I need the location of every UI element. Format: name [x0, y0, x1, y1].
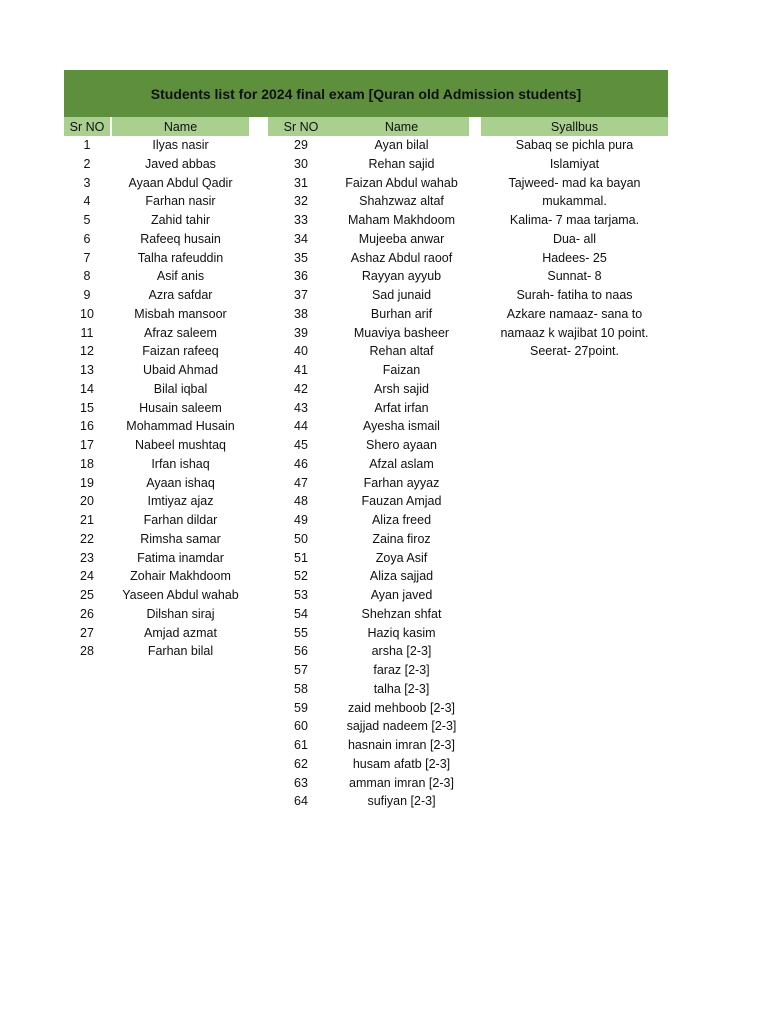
right-name-cell: Ayesha ismail	[363, 419, 440, 434]
right-sr-no-cell: 40	[294, 344, 308, 359]
right-name-cell: Aliza freed	[371, 513, 432, 527]
right-name-cell: arsha [2-3]	[371, 644, 432, 659]
left-name-cell: Husain saleem	[139, 400, 222, 415]
right-sr-no-cell: 56	[294, 644, 308, 659]
right-name-cell: Zoya Asif	[375, 550, 428, 565]
right-sr-no-cell: 58	[294, 681, 308, 696]
right-sr-no-cell: 38	[294, 306, 308, 321]
left-sr-no-cell: 1	[83, 138, 91, 152]
right-sr-no-cell: 43	[294, 400, 308, 415]
left-name-cell: Talha rafeuddin	[137, 250, 224, 265]
left-sr-no-cell: 10	[80, 306, 94, 321]
right-sr-no-cell: 62	[294, 756, 308, 771]
right-sr-no-cell: 51	[294, 550, 308, 565]
right-name-cell: Afzal aslam	[369, 456, 434, 471]
right-sr-no-cell: 54	[294, 606, 308, 621]
right-sr-no-cell: 64	[294, 794, 308, 809]
left-name-cell: Irfan ishaq	[151, 456, 210, 471]
left-sr-no-cell: 19	[80, 475, 94, 490]
right-sr-no-cell: 36	[294, 269, 308, 284]
left-name-cell: Afraz saleem	[144, 325, 217, 340]
left-sr-no-cell: 15	[80, 400, 94, 415]
left-name-column	[112, 136, 249, 661]
left-name-cell: Zohair Makhdoom	[130, 569, 231, 584]
left-sr-no-cell: 28	[80, 644, 94, 659]
left-name-cell: Farhan dildar	[143, 513, 218, 527]
left-sr-no-cell: 27	[80, 625, 94, 640]
right-name-cell: Sad junaid	[371, 288, 432, 302]
right-sr-no-cell: 46	[294, 456, 308, 471]
right-name-cell: Mujeeba anwar	[358, 231, 445, 246]
right-name-cell: Shehzan shfat	[361, 606, 442, 621]
syllabus-line: Islamiyat	[549, 156, 600, 171]
left-name-cell: Zahid tahir	[150, 213, 211, 227]
syllabus-line: Sunnat- 8	[547, 269, 602, 284]
right-name-cell: Arsh sajid	[374, 381, 429, 396]
right-sr-no-cell: 52	[294, 569, 308, 584]
right-sr-no-cell: 39	[294, 325, 308, 340]
right-name-cell: Shahzwaz altaf	[359, 194, 444, 209]
right-sr-no-cell: 61	[294, 738, 308, 752]
left-sr-no-cell: 6	[83, 231, 91, 246]
left-name-cell: Farhan nasir	[145, 194, 216, 209]
right-name-cell: sajjad nadeem [2-3]	[346, 719, 457, 734]
syllabus-line: Azkare namaaz- sana to	[506, 306, 643, 321]
header-sr-no-right: Sr NO	[268, 117, 334, 136]
right-name-cell: Farhan ayyaz	[363, 475, 440, 490]
right-name-cell: Ashaz Abdul raoof	[350, 250, 453, 265]
right-sr-no-cell: 48	[294, 494, 308, 509]
left-name-cell: Farhan bilal	[147, 644, 214, 659]
left-name-cell: Ilyas nasir	[152, 138, 209, 152]
left-sr-no-cell: 2	[83, 156, 91, 171]
syllabus-line: Kalima- 7 maa tarjama.	[509, 213, 640, 227]
right-sr-no-cell: 42	[294, 381, 308, 396]
right-sr-no-cell: 33	[294, 213, 308, 227]
right-sr-no-cell: 41	[294, 363, 308, 377]
right-name-cell: zaid mehboob [2-3]	[347, 700, 455, 715]
left-sr-no-cell: 9	[83, 288, 91, 302]
right-sr-no-cell: 30	[294, 156, 308, 171]
left-name-cell: Misbah mansoor	[134, 306, 227, 321]
left-name-cell: Nabeel mushtaq	[134, 438, 227, 452]
left-sr-no-cell: 22	[80, 531, 94, 546]
left-name-cell: Yaseen Abdul wahab	[122, 588, 239, 602]
left-name-cell: Ubaid Ahmad	[142, 363, 219, 377]
right-sr-no-cell: 49	[294, 513, 308, 527]
syllabus-line: mukammal.	[542, 194, 607, 209]
left-name-cell: Azra safdar	[148, 288, 213, 302]
left-name-cell: Dilshan siraj	[146, 606, 215, 621]
right-sr-no-cell: 53	[294, 588, 308, 602]
right-name-cell: Rehan sajid	[368, 156, 435, 171]
left-name-cell: Rimsha samar	[140, 531, 221, 546]
left-name-cell: Bilal iqbal	[153, 381, 208, 396]
left-sr-no-cell: 11	[80, 325, 94, 340]
left-sr-no-cell: 8	[83, 269, 91, 284]
syllabus-column	[481, 136, 668, 361]
left-sr-no-cell: 17	[80, 438, 94, 452]
right-name-cell: Arfat irfan	[374, 400, 429, 415]
left-sr-no-cell: 7	[83, 250, 91, 265]
left-sr-no-cell: 18	[80, 456, 94, 471]
right-sr-no-cell: 50	[294, 531, 308, 546]
right-sr-no-cell: 29	[294, 138, 308, 152]
left-name-cell: Javed abbas	[145, 156, 216, 171]
left-sr-no-cell: 23	[80, 550, 94, 565]
right-sr-no-cell: 63	[294, 775, 308, 790]
left-name-cell: Fatima inamdar	[137, 550, 224, 565]
left-sr-no-cell: 25	[80, 588, 94, 602]
left-sr-no-cell: 14	[80, 381, 94, 396]
right-name-cell: Burhan arif	[370, 306, 433, 321]
right-name-cell: Rayyan ayyub	[361, 269, 442, 284]
left-name-cell: Amjad azmat	[144, 625, 217, 640]
left-sr-no-cell: 16	[80, 419, 94, 434]
left-sr-no-cell: 20	[80, 494, 94, 509]
right-sr-no-cell: 57	[294, 663, 308, 677]
left-name-cell: Imtiyaz ajaz	[147, 494, 214, 509]
syllabus-line: Tajweed- mad ka bayan	[508, 175, 641, 190]
right-name-cell: Maham Makhdoom	[348, 213, 455, 227]
syllabus-line: Surah- fatiha to naas	[516, 288, 633, 302]
right-name-cell: Fauzan Amjad	[361, 494, 442, 509]
right-sr-no-cell: 47	[294, 475, 308, 490]
right-sr-no-cell: 35	[294, 250, 308, 265]
syllabus-line: Sabaq se pichla pura	[515, 138, 634, 152]
header-name-right: Name	[334, 117, 469, 136]
header-name-left: Name	[112, 117, 249, 136]
right-sr-no-cell: 55	[294, 625, 308, 640]
right-name-cell: husam afatb [2-3]	[352, 756, 451, 771]
left-name-cell: Asif anis	[156, 269, 205, 284]
right-name-cell: Ayan javed	[370, 588, 433, 602]
right-name-cell: Faizan	[382, 363, 421, 377]
syllabus-line: Dua- all	[552, 231, 597, 246]
left-sr-no-cell: 5	[83, 213, 91, 227]
right-sr-no-cell: 32	[294, 194, 308, 209]
left-sr-no-cell: 26	[80, 606, 94, 621]
left-name-cell: Ayaan ishaq	[146, 475, 215, 490]
right-sr-no-cell: 34	[294, 231, 308, 246]
right-name-cell: Faizan Abdul wahab	[345, 175, 458, 190]
right-name-cell: talha [2-3]	[373, 681, 430, 696]
left-sr-no-cell: 4	[83, 194, 91, 209]
page-title: Students list for 2024 final exam [Quran old Admission students]	[64, 70, 668, 117]
right-name-column	[334, 136, 469, 811]
header-sr-no-left: Sr NO	[64, 117, 110, 136]
right-name-cell: Muaviya basheer	[353, 325, 450, 340]
right-name-cell: amman imran [2-3]	[349, 775, 454, 790]
left-name-cell: Rafeeq husain	[140, 231, 221, 246]
left-sr-no-cell: 21	[80, 513, 94, 527]
left-sr-no-column	[64, 136, 110, 661]
right-sr-no-cell: 44	[294, 419, 308, 434]
right-name-cell: Zaina firoz	[372, 531, 431, 546]
right-name-cell: Haziq kasim	[367, 625, 436, 640]
right-name-cell: hasnain imran [2-3]	[347, 738, 455, 752]
left-sr-no-cell: 13	[80, 363, 94, 377]
syllabus-line: Hadees- 25	[542, 250, 607, 265]
right-sr-no-cell: 60	[294, 719, 308, 734]
left-sr-no-cell: 12	[80, 344, 94, 359]
right-name-cell: sufiyan [2-3]	[367, 794, 436, 809]
left-name-cell: Ayaan Abdul Qadir	[128, 175, 233, 190]
right-name-cell: faraz [2-3]	[373, 663, 430, 677]
left-name-cell: Mohammad Husain	[126, 419, 235, 434]
left-name-cell: Faizan rafeeq	[142, 344, 219, 359]
right-sr-no-column	[268, 136, 334, 811]
left-sr-no-cell: 24	[80, 569, 94, 584]
header-syllabus: Syallbus	[481, 117, 668, 136]
right-sr-no-cell: 45	[294, 438, 308, 452]
right-name-cell: Rehan altaf	[369, 344, 434, 359]
right-sr-no-cell: 59	[294, 700, 308, 715]
right-sr-no-cell: 37	[294, 288, 308, 302]
right-name-cell: Aliza sajjad	[369, 569, 434, 584]
right-name-cell: Shero ayaan	[366, 438, 437, 452]
syllabus-line: namaaz k wajibat 10 point.	[500, 325, 649, 340]
syllabus-line: Seerat- 27point.	[530, 344, 619, 359]
left-sr-no-cell: 3	[83, 175, 91, 190]
right-sr-no-cell: 31	[294, 175, 308, 190]
right-name-cell: Ayan bilal	[374, 138, 429, 152]
